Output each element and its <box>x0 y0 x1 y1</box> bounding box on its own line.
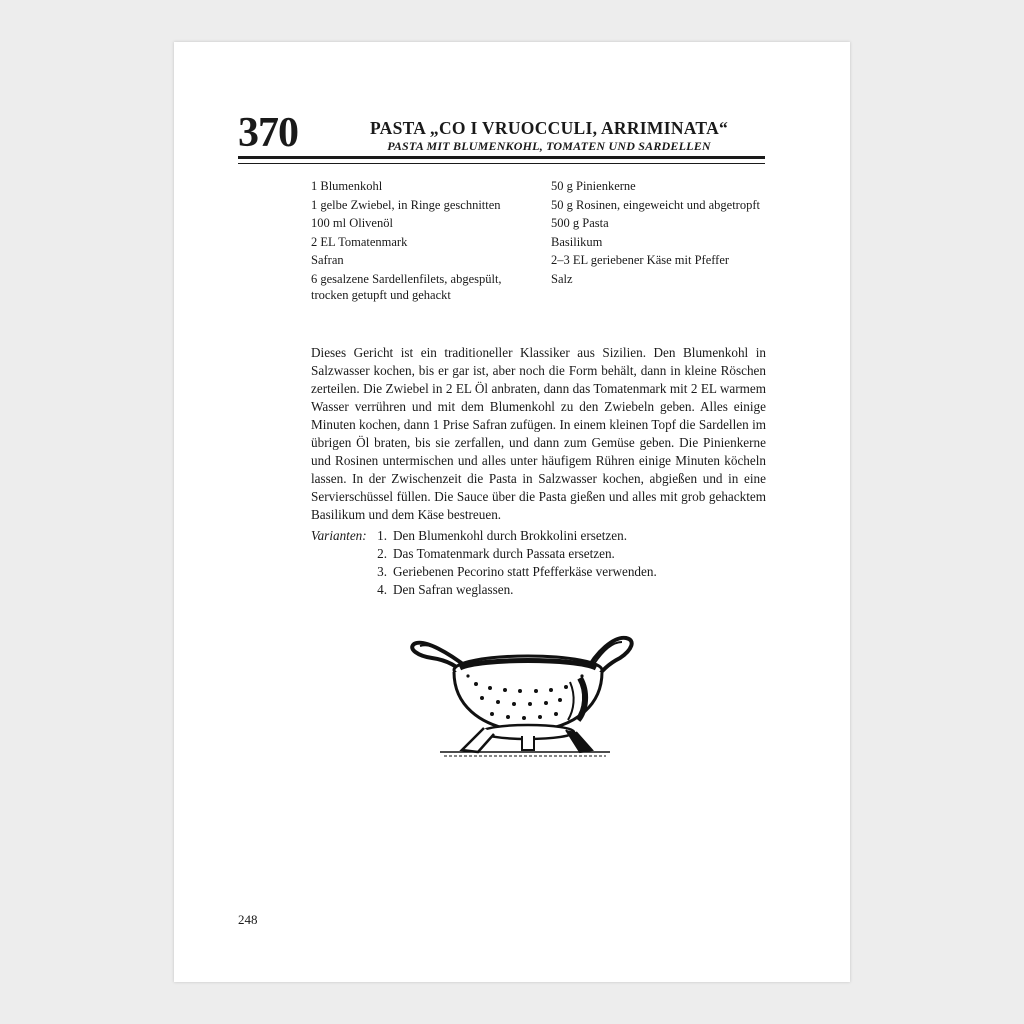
ingredient-item: Safran <box>311 253 344 267</box>
method-paragraph: Dieses Gericht ist ein traditioneller Klassiker aus Sizilien. Den Blumenkohl in Salzwasser kochen, bis er gar ist, aber noch die Form behält, dann in kleine Röschen zerteilen. Die Zwiebel in 2 EL Öl anbraten, dann das Tomatenmark mit 2 EL warmem Wasser verrühren und mit dem Blumenkohl zu den Zwiebeln geben. Alles einige Minuten kochen, dann 1 Prise Safran zufügen. In einem kleinen Topf die Sardellen im übrigen Öl braten, bis sie zerfallen, und dann zum Gemüse geben. Die Pinienkerne und Rosinen untermischen und alles unter häufigem Rühren einige Minuten köcheln lassen. In der Zwischenzeit die Pasta in Salzwasser kochen, abgießen und in eine Servierschüssel füllen. Die Sauce über die Pasta gießen und alles mit grob gehacktem Basilikum und dem Käse bestreuen. <box>311 345 766 522</box>
ingredient-item: 6 gesalzene Sardellenfilets, abgespült, trocken getupft und gehackt <box>311 271 502 302</box>
variant-number: 1. <box>377 528 387 543</box>
variant-item <box>371 527 657 545</box>
variant-number: 3. <box>377 564 387 579</box>
ingredient-item: 50 g Rosinen, eingeweicht und abgetropft <box>551 197 760 212</box>
cookbook-page <box>174 42 850 982</box>
colander-icon <box>410 632 640 762</box>
variants-list <box>371 527 657 599</box>
recipe-subtitle: PASTA MIT BLUMENKOHL, TOMATEN UND SARDELLEN <box>387 139 711 154</box>
recipe-number: 370 <box>238 110 298 156</box>
variant-item <box>371 581 657 599</box>
variant-text: Das Tomatenmark durch Passata ersetzen. <box>393 546 615 561</box>
variant-text: Geriebenen Pecorino statt Pfefferkäse verwenden. <box>393 564 657 579</box>
ingredient-item: 500 g Pasta <box>551 216 609 230</box>
ingredient-item: 1 Blumenkohl <box>311 179 383 193</box>
ingredient-item: 2–3 EL geriebener Käse mit Pfeffer <box>551 253 730 267</box>
variant-text: Den Blumenkohl durch Brokkolini ersetzen. <box>393 528 628 543</box>
ingredients-column-right <box>551 178 766 289</box>
ingredient-item: Salz <box>551 271 573 286</box>
ingredients-column-left <box>311 178 526 306</box>
variant-text: Den Safran weglassen. <box>393 582 514 597</box>
title-rule-thin <box>238 163 765 164</box>
variant-number: 4. <box>377 582 387 597</box>
ingredient-item: Basilikum <box>551 234 603 249</box>
variant-number: 2. <box>377 546 387 561</box>
recipe-title: PASTA „CO I VRUOCCULI, ARRIMINATA“ <box>369 118 729 138</box>
variant-item <box>371 563 657 581</box>
variant-item <box>371 545 657 563</box>
recipe-title-block <box>334 118 764 154</box>
ingredient-item: 1 gelbe Zwiebel, in Ringe geschnitten <box>311 197 501 212</box>
ingredient-item: 2 EL Tomatenmark <box>311 234 408 249</box>
ingredient-item: 100 ml Olivenöl <box>311 216 393 230</box>
page-number: 248 <box>238 912 258 927</box>
ingredient-item: 50 g Pinienkerne <box>551 179 636 193</box>
title-rule-thick <box>238 156 765 159</box>
variants-label: Varianten: <box>311 528 367 543</box>
